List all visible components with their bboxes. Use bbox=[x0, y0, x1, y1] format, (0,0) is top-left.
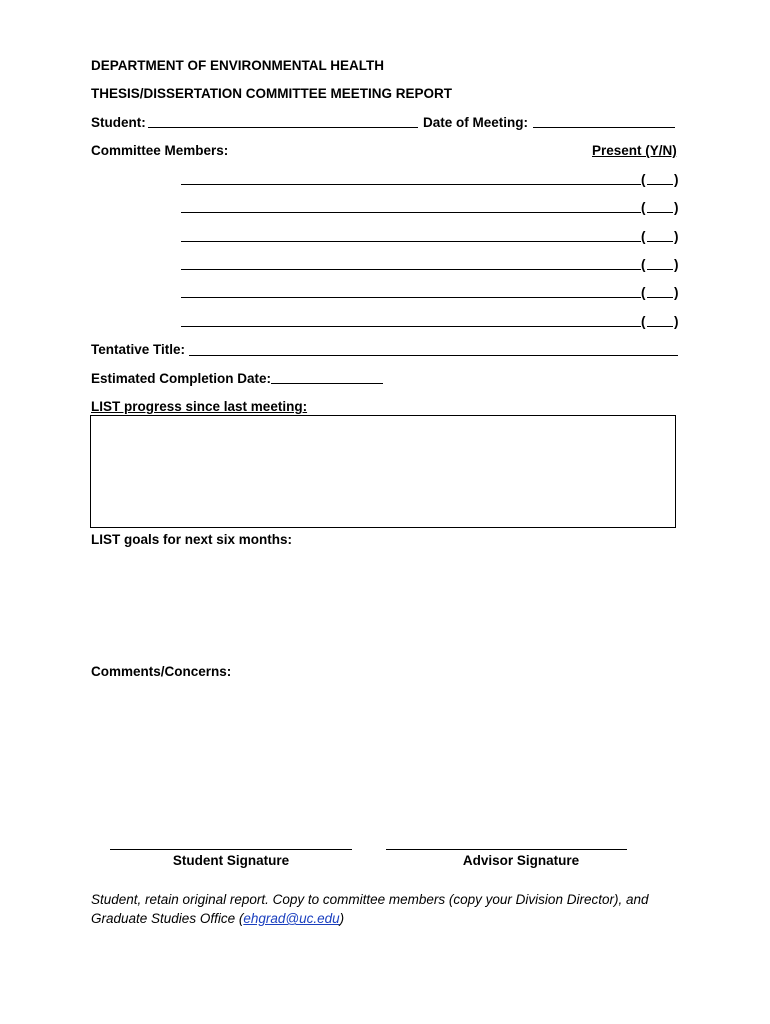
date-of-meeting-label: Date of Meeting: bbox=[423, 115, 529, 130]
comments-label: Comments/Concerns: bbox=[91, 664, 232, 679]
present-yn-field[interactable] bbox=[647, 184, 673, 185]
present-yn-field[interactable] bbox=[647, 326, 673, 327]
footer-prefix: Graduate Studies Office ( bbox=[91, 911, 244, 926]
present-paren-open: ( bbox=[641, 200, 646, 215]
committee-member-row bbox=[181, 257, 678, 273]
present-yn-label: Present (Y/N) bbox=[592, 143, 677, 158]
present-paren-open: ( bbox=[641, 229, 646, 244]
advisor-signature-label: Advisor Signature bbox=[462, 853, 580, 868]
advisor-signature-line[interactable] bbox=[386, 849, 627, 850]
tentative-title-field[interactable] bbox=[189, 355, 678, 356]
committee-member-name-field[interactable] bbox=[181, 297, 641, 298]
present-paren-open: ( bbox=[641, 257, 646, 272]
date-of-meeting-field[interactable] bbox=[533, 127, 675, 128]
present-yn-field[interactable] bbox=[647, 241, 673, 242]
committee-member-name-field[interactable] bbox=[181, 212, 641, 213]
present-paren-open: ( bbox=[641, 285, 646, 300]
committee-member-row bbox=[181, 285, 678, 301]
present-paren-close: ) bbox=[674, 229, 679, 244]
committee-member-row bbox=[181, 200, 678, 216]
present-paren-close: ) bbox=[674, 285, 679, 300]
committee-member-row bbox=[181, 314, 678, 330]
present-yn-field[interactable] bbox=[647, 269, 673, 270]
present-paren-close: ) bbox=[674, 257, 679, 272]
present-yn-field[interactable] bbox=[647, 297, 673, 298]
estimated-completion-label: Estimated Completion Date: bbox=[91, 371, 272, 386]
progress-textbox[interactable] bbox=[90, 415, 676, 528]
present-paren-close: ) bbox=[674, 314, 679, 329]
footer-note-line2 bbox=[91, 909, 344, 928]
present-paren-close: ) bbox=[674, 172, 679, 187]
footer-suffix: ) bbox=[339, 911, 345, 926]
present-paren-close: ) bbox=[674, 200, 679, 215]
present-paren-open: ( bbox=[641, 172, 646, 187]
footer-note-line1: Student, retain original report. Copy to committee members (copy your Division Director), and bbox=[91, 892, 649, 907]
email-link[interactable]: ehgrad@uc.edu bbox=[243, 911, 340, 926]
committee-member-row bbox=[181, 172, 678, 188]
student-signature-line[interactable] bbox=[110, 849, 352, 850]
present-paren-open: ( bbox=[641, 314, 646, 329]
student-label: Student: bbox=[91, 115, 146, 130]
report-title: THESIS/DISSERTATION COMMITTEE MEETING REPORT bbox=[91, 86, 453, 101]
committee-members-label: Committee Members: bbox=[91, 143, 229, 158]
committee-member-name-field[interactable] bbox=[181, 326, 641, 327]
department-heading: DEPARTMENT OF ENVIRONMENTAL HEALTH bbox=[91, 58, 384, 73]
goals-label: LIST goals for next six months: bbox=[91, 532, 293, 547]
committee-member-name-field[interactable] bbox=[181, 241, 641, 242]
committee-member-name-field[interactable] bbox=[181, 184, 641, 185]
committee-member-name-field[interactable] bbox=[181, 269, 641, 270]
present-yn-field[interactable] bbox=[647, 212, 673, 213]
estimated-completion-field[interactable] bbox=[271, 383, 383, 384]
student-field[interactable] bbox=[148, 127, 418, 128]
student-signature-label: Student Signature bbox=[172, 853, 290, 868]
progress-label: LIST progress since last meeting: bbox=[91, 399, 308, 414]
committee-member-row bbox=[181, 229, 678, 245]
tentative-title-label: Tentative Title: bbox=[91, 342, 186, 357]
